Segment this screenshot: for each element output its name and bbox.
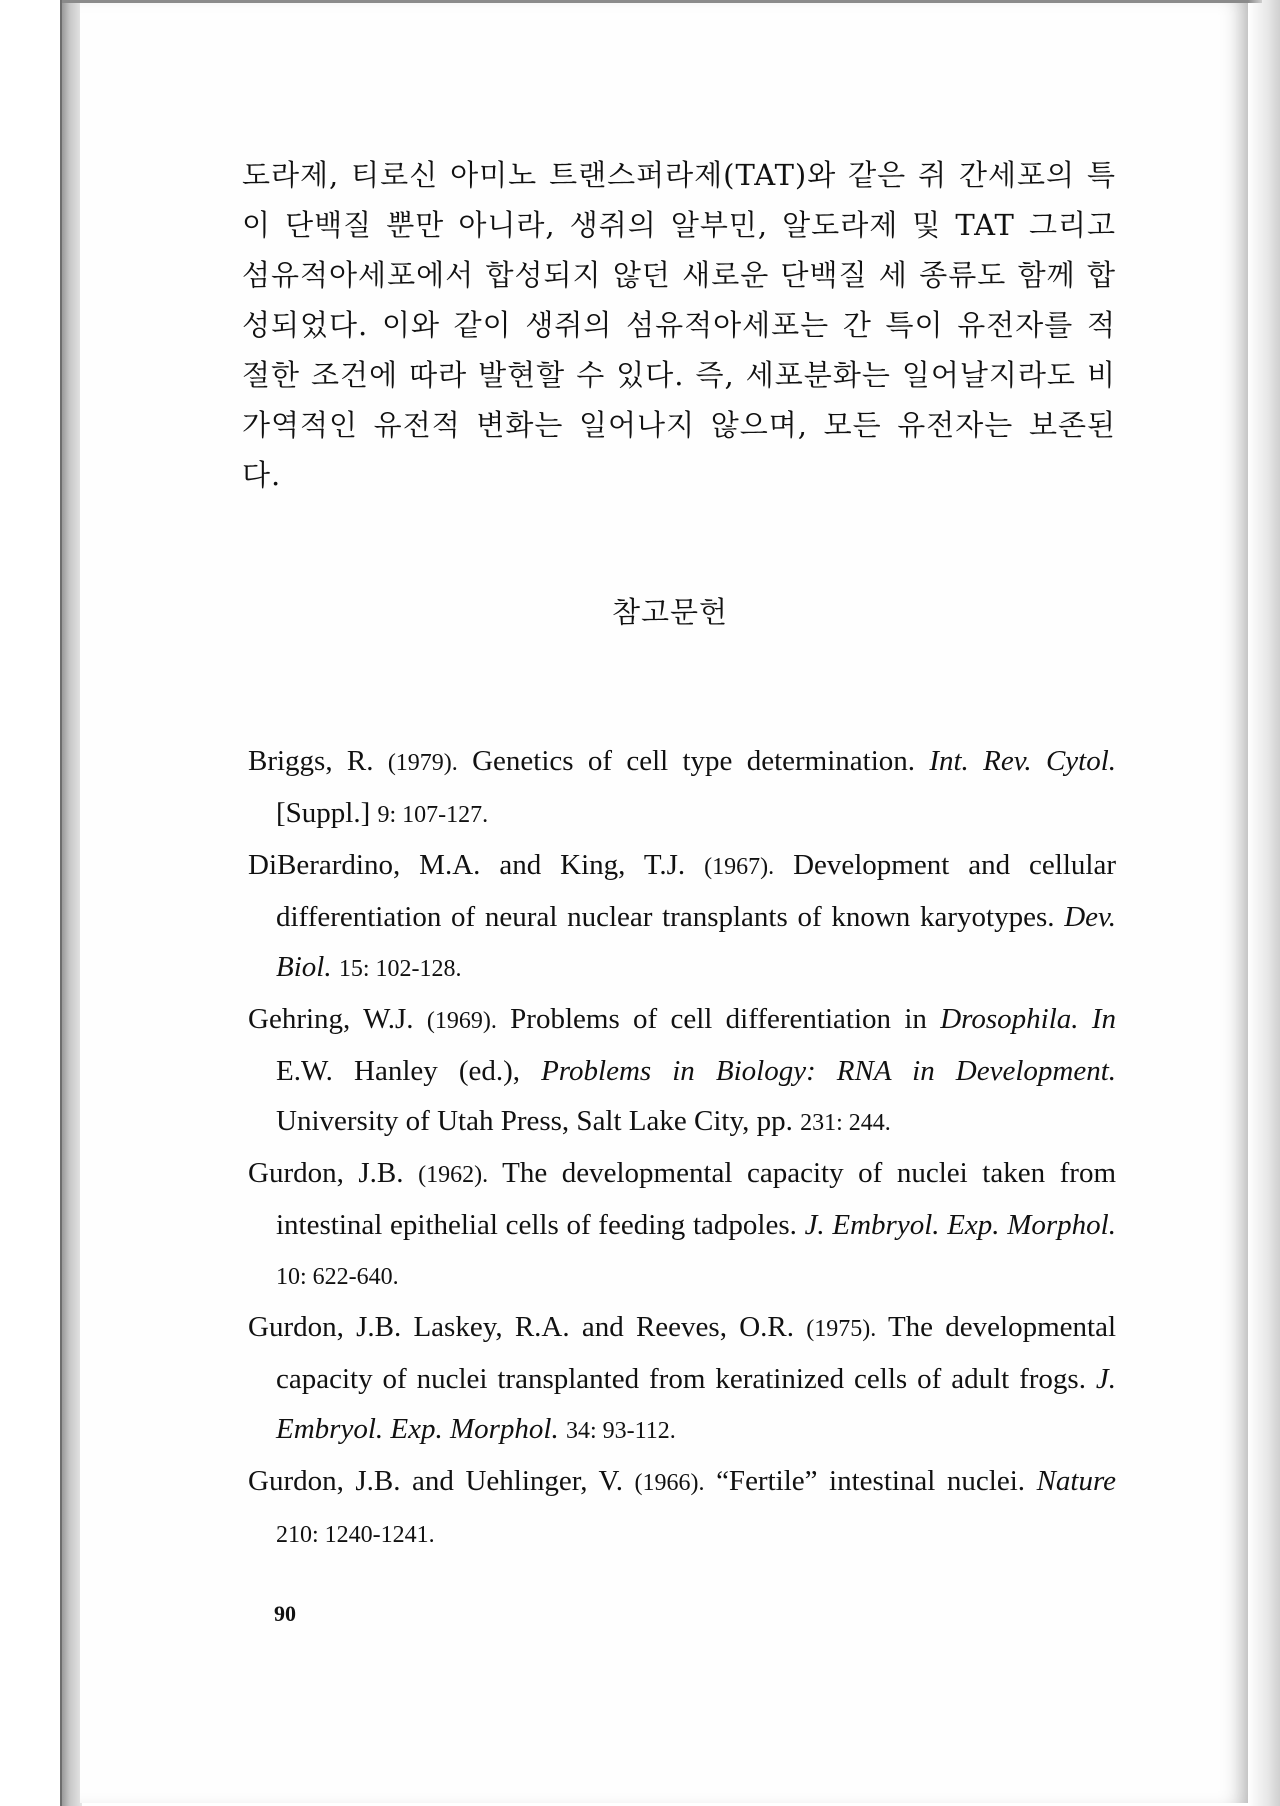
page-right-shadow [1248, 0, 1280, 1806]
reference-list [248, 736, 1116, 1560]
book-spine-edge [60, 0, 82, 1806]
reference-item: Gurdon, J.B. (1962). The developmental capacity of nuclei taken from intestinal epithelial cells of feeding tadpoles. J. Embryol. Exp. Morphol. 10: 622-640. [248, 1157, 1116, 1290]
body-paragraph: 도라제, 티로신 아미노 트랜스퍼라제(TAT)와 같은 쥐 간세포의 특이 단백질 뿐만 아니라, 생쥐의 알부민, 알도라제 및 TAT 그리고 섬유적아세포에서 합성되지 않던 새로운 단백질 세 종류도 함께 합성되었다. 이와 같이 생쥐의 섬유적아세포는 간 특이 유전자를 적절한 조건에 따라 발현할 수 있다. 즉, 세포분화는 일어날지라도 비가역적인 유전적 변화는 일어나지 않으며, 모든 유전자는 보존된다. [242, 158, 1116, 492]
reference-item: Gehring, W.J. (1969). Problems of cell differentiation in Drosophila. In E.W. Hanley (ed.), Problems in Biology: RNA in Development. University of Utah Press, Salt Lake City, pp. 231: 244. [248, 1003, 1117, 1137]
references-heading: 참고문헌 [611, 595, 729, 629]
body-text [242, 150, 1116, 500]
reference-item: Gurdon, J.B. Laskey, R.A. and Reeves, O.R. (1975). The developmental capacity of nuclei transplanted from keratinized cells of adult frogs. J. Embryol. Exp. Morphol. 34: 93-112. [248, 1311, 1116, 1445]
page-number: 90 [274, 1601, 296, 1626]
reference-item: DiBerardino, M.A. and King, T.J. (1967). Development and cellular differentiation of neural nuclear transplants of known karyotypes. Dev. Biol. 15: 102-128. [248, 849, 1117, 983]
reference-item: Gurdon, J.B. and Uehlinger, V. (1966). “Fertile” intestinal nuclei. Nature 210: 1240-1241. [248, 1465, 1117, 1548]
reference-item: Briggs, R. (1979). Genetics of cell type determination. Int. Rev. Cytol. [Suppl.] 9: 107-127. [248, 745, 1117, 829]
